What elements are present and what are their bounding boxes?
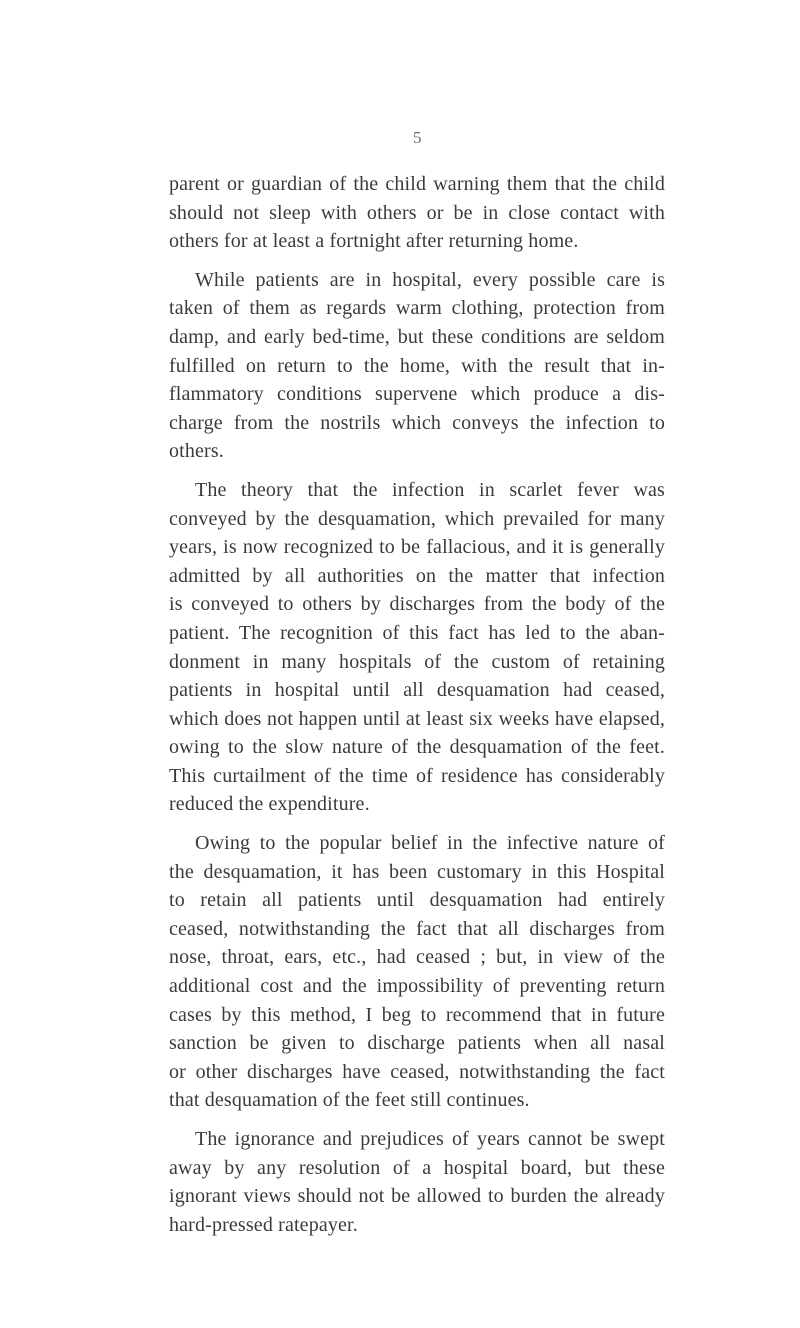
text-line: which does not happen until at least six weeks have elapsed,	[169, 707, 665, 730]
text-line: to retain all patients until desquamation had entirely	[169, 889, 665, 912]
text-line: This curtailment of the time of residence has considerably	[169, 764, 665, 787]
text-line: donment in many hospitals of the custom of retaining	[169, 650, 665, 673]
text-line: ceased, notwithstanding the fact that all discharges from	[169, 917, 665, 940]
text-line: or other discharges have ceased, notwithstanding the fact	[169, 1060, 665, 1083]
text-line: The theory that the infection in scarlet fever was	[195, 478, 665, 501]
text-line: The ignorance and prejudices of years cannot be swept	[195, 1128, 665, 1150]
text-line: admitted by all authorities on the matter that infection	[169, 564, 665, 587]
page-number: 5	[413, 128, 422, 147]
text-line: patients in hospital until all desquamation had ceased,	[169, 679, 665, 702]
text-line: nose, throat, ears, etc., had ceased ; but, in view of the	[169, 946, 665, 969]
text-line: others for at least a fortnight after returning home.	[169, 230, 579, 253]
text-line: patient. The recognition of this fact has led to the aban-	[169, 621, 665, 644]
text-line: taken of them as regards warm clothing, protection from	[169, 297, 665, 320]
text-line: flammatory conditions supervene which produce a dis-	[169, 383, 665, 406]
text-line: owing to the slow nature of the desquamation of the feet.	[169, 736, 665, 759]
text-line: parent or guardian of the child warning them that the child	[169, 173, 665, 195]
text-line: sanction be given to discharge patients when all nasal	[169, 1032, 665, 1055]
text-line: ignorant views should not be allowed to burden the already	[169, 1185, 665, 1208]
text-line: additional cost and the impossibility of preventing return	[169, 975, 665, 998]
text-line: years, is now recognized to be fallacious, and it is generally	[169, 536, 665, 559]
text-line: damp, and early bed-time, but these conditions are seldom	[169, 325, 665, 348]
text-line: the desquamation, it has been customary in this Hospital	[169, 860, 665, 883]
text-line: others.	[169, 440, 224, 463]
text-line: reduced the expenditure.	[169, 793, 370, 816]
text-line: conveyed by the desquamation, which prevailed for many	[169, 507, 665, 530]
text-line: charge from the nostrils which conveys the infection to	[169, 411, 665, 434]
text-line: that desquamation of the feet still continues.	[169, 1089, 530, 1112]
text-line: away by any resolution of a hospital board, but these	[169, 1156, 665, 1179]
text-line: While patients are in hospital, every possible care is	[195, 268, 665, 291]
text-line: Owing to the popular belief in the infective nature of	[195, 832, 665, 855]
paragraph-1	[169, 170, 665, 256]
paragraph-5	[169, 1125, 665, 1239]
text-line: should not sleep with others or be in close contact with	[169, 201, 665, 224]
paragraph-4	[169, 829, 665, 1115]
body-text	[169, 170, 665, 1249]
text-line: cases by this method, I beg to recommend that in future	[169, 1003, 665, 1026]
paragraph-3	[169, 476, 665, 819]
text-line: hard-pressed ratepayer.	[169, 1213, 358, 1236]
paragraph-2	[169, 266, 665, 466]
text-line: fulfilled on return to the home, with the result that in-	[169, 354, 665, 377]
text-line: is conveyed to others by discharges from the body of the	[169, 593, 665, 616]
